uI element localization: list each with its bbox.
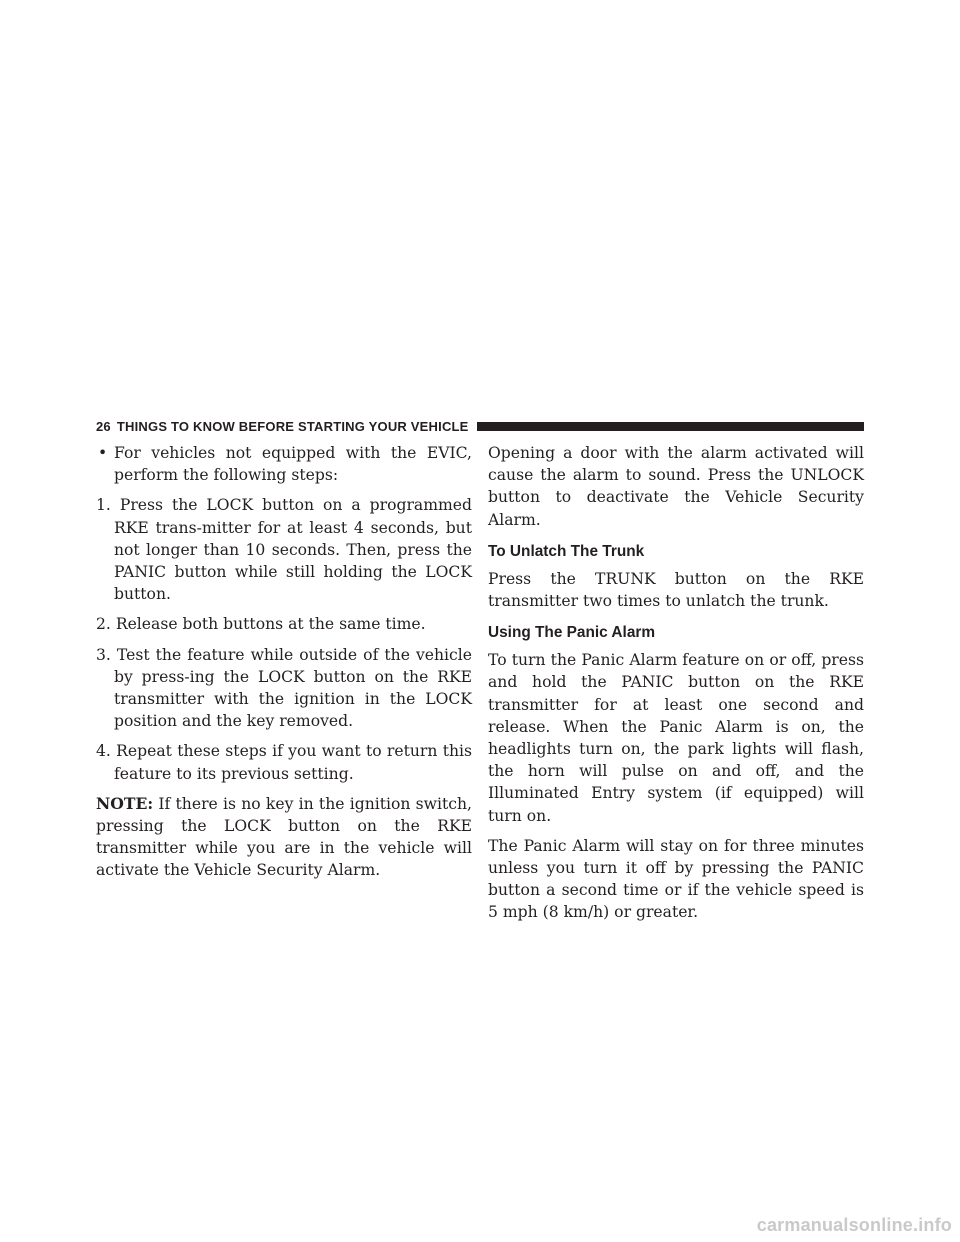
step-3: 3. Test the feature while outside of the vehicle by press-ing the LOCK button on the RKE transmitter with the ignition in the LOCK position and the key removed. xyxy=(96,645,472,731)
alarm-intro-paragraph: Opening a door with the alarm activated will cause the alarm to sound. Press the UNLOCK button to deactivate the Vehicle Security Alarm. xyxy=(488,444,864,529)
trunk-paragraph: Press the TRUNK button on the RKE transmitter two times to unlatch the trunk. xyxy=(488,569,864,611)
header-rule xyxy=(477,422,864,431)
section-title: THINGS TO KNOW BEFORE STARTING YOUR VEHICLE xyxy=(116,418,469,434)
note-label: NOTE: xyxy=(96,793,154,813)
bullet-icon: • xyxy=(98,444,108,462)
bullet-text: For vehicles not equipped with the EVIC, perform the following steps: xyxy=(114,444,472,485)
page-header xyxy=(96,418,864,434)
trunk-heading: To Unlatch The Trunk xyxy=(488,542,645,560)
page-number: 26 xyxy=(96,418,111,434)
step-2: 2. Release both buttons at the same time. xyxy=(96,615,426,634)
panic-paragraph-1: To turn the Panic Alarm feature on or off, press and hold the PANIC button on the RKE transmitter for at least one second and release. When the Panic Alarm is on, the headlights turn on, the park lights will flash, the horn will pulse on and off, and the Illuminated Entry system (if equipped) will turn on. xyxy=(488,651,864,825)
note-paragraph xyxy=(96,793,472,882)
panic-heading: Using The Panic Alarm xyxy=(488,624,656,642)
bullet-item xyxy=(96,442,472,486)
watermark: carmanualsonline.info xyxy=(756,1215,952,1235)
right-column xyxy=(488,442,864,932)
note-text: If there is no key in the ignition switch, pressing the LOCK button on the RKE transmitter while you are in the vehicle will activate the Vehicle Security Alarm. xyxy=(96,794,472,880)
step-4: 4. Repeat these steps if you want to return this feature to its previous setting. xyxy=(96,742,472,783)
step-1: 1. Press the LOCK button on a programmed RKE trans-mitter for at least 4 seconds, but not longer than 10 seconds. Then, press the PANIC button while still holding the LOCK button. xyxy=(96,496,472,604)
left-column xyxy=(96,442,472,890)
panic-paragraph-2: The Panic Alarm will stay on for three minutes unless you turn it off by pressing the PANIC button a second time or if the vehicle speed is 5 mph (8 km/h) or greater. xyxy=(488,836,864,922)
